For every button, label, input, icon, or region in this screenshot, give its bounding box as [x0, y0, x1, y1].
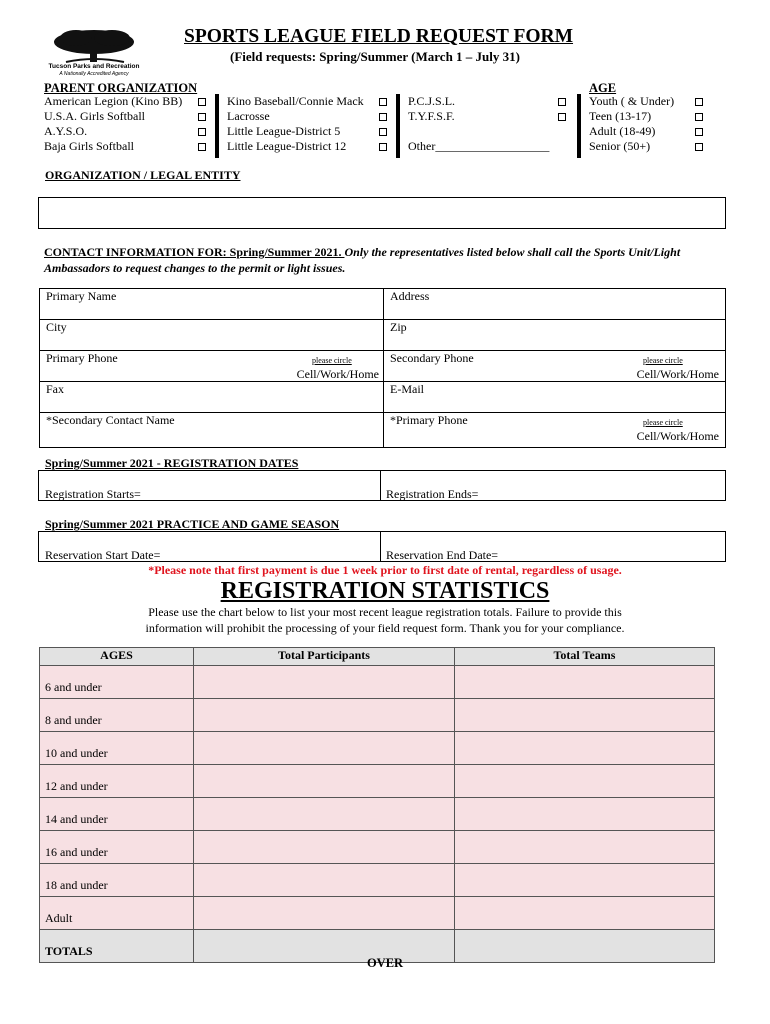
teams-cell[interactable] [455, 798, 715, 831]
city-label: City [46, 320, 67, 334]
col-header-participants: Total Participants [194, 648, 455, 666]
age-option-label: Teen (13-17) [589, 109, 652, 123]
parent-org-heading: PARENT ORGANIZATION [44, 81, 198, 95]
org-option-label: P.C.J.S.L. [408, 94, 456, 108]
form-subtitle: (Field requests: Spring/Summer (March 1 – July 31) [230, 49, 520, 64]
age-checkbox[interactable] [695, 128, 703, 136]
teams-cell[interactable] [455, 765, 715, 798]
primary-name-label: Primary Name [46, 289, 117, 303]
age-row-label: 10 and under [40, 732, 194, 765]
org-checkbox[interactable] [558, 98, 566, 106]
participants-cell[interactable] [194, 699, 455, 732]
registration-ends-field[interactable]: Registration Ends= [386, 487, 479, 501]
reservation-start-field[interactable]: Reservation Start Date= [45, 548, 161, 562]
contact-heading-main: CONTACT INFORMATION FOR: Spring/Summer 2021. [44, 245, 345, 259]
participants-cell[interactable] [194, 765, 455, 798]
teams-cell[interactable] [455, 831, 715, 864]
col-header-teams: Total Teams [455, 648, 715, 666]
secondary-contact-label: *Secondary Contact Name [46, 413, 175, 427]
participants-cell[interactable] [194, 864, 455, 897]
address-field[interactable] [384, 289, 726, 320]
divider [380, 532, 381, 561]
org-checkbox[interactable] [379, 128, 387, 136]
age-checkbox[interactable] [695, 143, 703, 151]
city-field[interactable] [40, 320, 384, 351]
phone-type-options[interactable]: Cell/Work/Home [296, 367, 379, 381]
age-row-label: 16 and under [40, 831, 194, 864]
age-row-label: 18 and under [40, 864, 194, 897]
age-row-label: 14 and under [40, 798, 194, 831]
column-divider [215, 94, 219, 158]
please-circle-note: please circle [312, 356, 352, 365]
primary-name-field[interactable] [40, 289, 384, 320]
org-checkbox[interactable] [198, 113, 206, 121]
age-row-label: 6 and under [40, 666, 194, 699]
secondary-contact-field[interactable] [40, 413, 384, 448]
contact-heading [44, 244, 729, 276]
org-option-label: U.S.A. Girls Softball [44, 109, 146, 123]
zip-field[interactable] [384, 320, 726, 351]
org-option-label: Little League-District 5 [227, 124, 341, 138]
parent-org-col-1 [44, 94, 208, 154]
teams-cell[interactable] [455, 666, 715, 699]
contact-table [39, 288, 726, 448]
primary-phone-field[interactable] [40, 351, 384, 382]
stats-desc-line: Please use the chart below to list your most recent league registration totals. Failure to provide this [148, 605, 622, 619]
contact-heading-note: Only the representatives listed below shall call the Sports Unit/Light Ambassadors to request changes to the permit or light issues. [44, 245, 681, 275]
participants-cell[interactable] [194, 897, 455, 930]
age-col [589, 94, 705, 154]
address-label: Address [390, 289, 430, 303]
age-row-label: 8 and under [40, 699, 194, 732]
age-option-label: Senior (50+) [589, 139, 651, 153]
stats-title: REGISTRATION STATISTICS [220, 578, 550, 604]
org-option-label: Little League-District 12 [227, 139, 347, 153]
please-circle-note: please circle [643, 356, 683, 365]
org-entity-input[interactable] [38, 197, 726, 229]
registration-dates-box [38, 470, 726, 501]
secondary-phone-label: Secondary Phone [390, 351, 474, 365]
phone-type-options[interactable]: Cell/Work/Home [636, 429, 719, 443]
season-dates-box [38, 531, 726, 562]
logo [46, 26, 142, 80]
teams-cell[interactable] [455, 699, 715, 732]
season-heading: Spring/Summer 2021 PRACTICE AND GAME SEASON [45, 517, 340, 531]
age-option-label: Youth ( & Under) [589, 94, 675, 108]
org-checkbox[interactable] [198, 143, 206, 151]
stats-table [39, 647, 715, 963]
divider [380, 471, 381, 500]
zip-label: Zip [390, 320, 407, 334]
participants-cell[interactable] [194, 831, 455, 864]
teams-cell[interactable] [455, 732, 715, 765]
age-row-label: 12 and under [40, 765, 194, 798]
org-checkbox[interactable] [198, 98, 206, 106]
over-label: OVER [366, 956, 404, 970]
participants-cell[interactable] [194, 798, 455, 831]
org-entity-heading: ORGANIZATION / LEGAL ENTITY [45, 168, 241, 182]
participants-cell[interactable] [194, 666, 455, 699]
teams-cell[interactable] [455, 864, 715, 897]
secondary-phone-field[interactable] [384, 351, 726, 382]
payment-note: *Please note that first payment is due 1 week prior to first date of rental, regardless of usage. [148, 563, 622, 577]
org-checkbox[interactable] [379, 143, 387, 151]
fax-field[interactable] [40, 382, 384, 413]
logo-subtext: A Nationally Accredited Agency [59, 71, 129, 77]
reservation-end-field[interactable]: Reservation End Date= [386, 548, 499, 562]
totals-label: TOTALS [40, 930, 194, 963]
org-option-label: Lacrosse [227, 109, 270, 123]
age-row-label: Adult [40, 897, 194, 930]
org-option-label: American Legion (Kino BB) [44, 94, 183, 108]
primary-phone-2-label: *Primary Phone [390, 413, 468, 427]
stats-description [70, 604, 700, 636]
age-checkbox[interactable] [695, 113, 703, 121]
org-option-label: Baja Girls Softball [44, 139, 134, 153]
org-option-label: A.Y.S.O. [44, 124, 88, 138]
org-other-field[interactable]: Other___________________ [408, 139, 550, 153]
org-checkbox[interactable] [198, 128, 206, 136]
registration-heading: Spring/Summer 2021 - REGISTRATION DATES [45, 456, 299, 470]
primary-phone-label: Primary Phone [46, 351, 118, 365]
parent-org-col-2 [227, 94, 389, 154]
logo-text: Tucson Parks and Recreation [48, 63, 140, 70]
org-checkbox[interactable] [379, 98, 387, 106]
email-label: E-Mail [390, 382, 424, 396]
age-heading: AGE [589, 81, 617, 95]
email-field[interactable] [384, 382, 726, 413]
org-option-label: Kino Baseball/Connie Mack [227, 94, 364, 108]
col-header-ages: AGES [40, 648, 194, 666]
registration-starts-field[interactable]: Registration Starts= [45, 487, 141, 501]
fax-label: Fax [46, 382, 64, 396]
stats-desc-line: information will prohibit the processing of your field request form. Thank you for your compliance. [145, 621, 625, 635]
age-option-label: Adult (18-49) [589, 124, 656, 138]
parent-org-col-3 [408, 94, 568, 154]
age-checkbox[interactable] [695, 98, 703, 106]
form-title: SPORTS LEAGUE FIELD REQUEST FORM [184, 26, 574, 47]
org-checkbox[interactable] [558, 113, 566, 121]
org-option-label: T.Y.F.S.F. [408, 109, 455, 123]
column-divider [577, 94, 581, 158]
phone-type-options[interactable]: Cell/Work/Home [636, 367, 719, 381]
please-circle-note: please circle [643, 418, 683, 427]
primary-phone-2-field[interactable] [384, 413, 726, 448]
org-checkbox[interactable] [379, 113, 387, 121]
column-divider [396, 94, 400, 158]
participants-cell[interactable] [194, 732, 455, 765]
teams-cell[interactable] [455, 897, 715, 930]
